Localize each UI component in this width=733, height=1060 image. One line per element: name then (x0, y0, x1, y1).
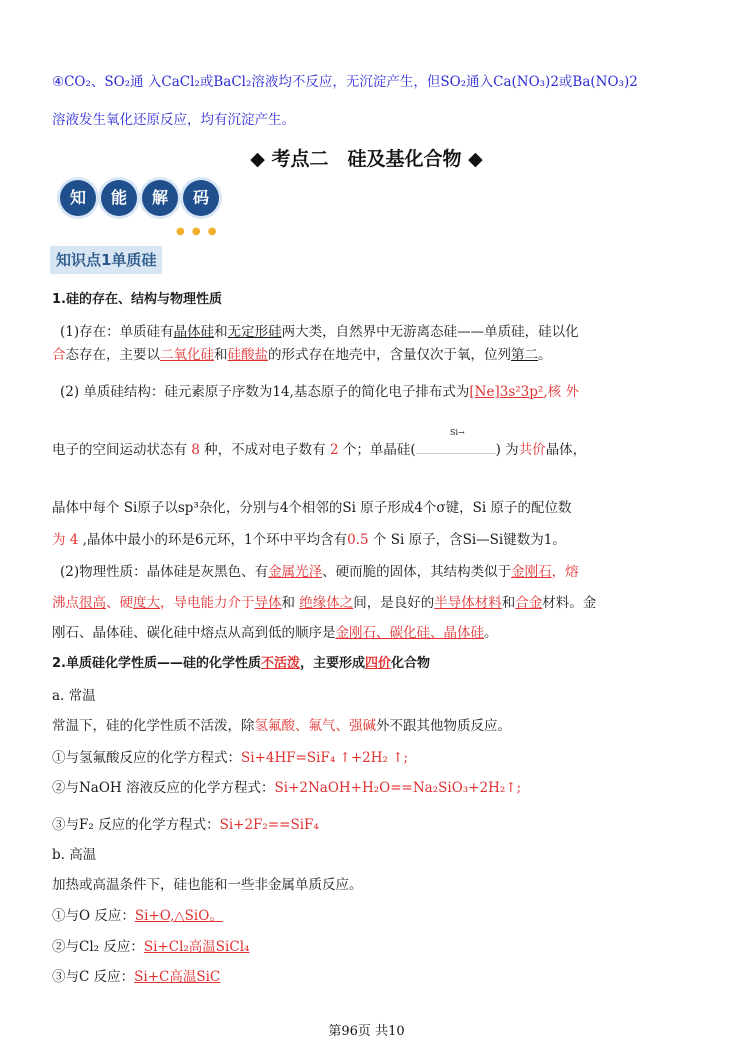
si-mark: Si→ (450, 428, 465, 437)
section-a-text: 常温下，硅的化学性质不活泼，除氢氟酸、氟气、强碱外不跟其他物质反应。 (52, 718, 511, 734)
badge-jie: 解 (142, 180, 178, 216)
badge-row (60, 180, 224, 216)
note-line-1: ④CO₂、SO₂通 入CaCl₂或BaCl₂溶液均不反应，无沉淀产生，但SO₂通入Ca(NO₃)2或Ba(NO₃)2 (52, 74, 638, 90)
para-3-line-3: 刚石、晶体硅、碳化硅中熔点从高到低的顺序是金刚石、碳化硅、晶体硅。 (52, 625, 498, 641)
para-2-line-1: (2) 单质硅结构：硅元素原子序数为14,基态原子的简化电子排布式为[Ne]3s²3p²,核 外 (60, 384, 579, 400)
badge-zhi: 知 (60, 180, 96, 216)
equation-o2: ①与O 反应：Si+O,△SiO。 (52, 908, 223, 924)
badge-ma: 码 (183, 180, 219, 216)
section-title: ◆ 考点二 硅及基化合物 ◆ (250, 148, 483, 170)
para-2-line-2: 电子的空间运动状态有 8 种，不成对电子数有 2 个；单晶硅( ) 为共价晶体， (52, 442, 587, 458)
para-2-line-3: 晶体中每个 Si原子以sp³杂化，分别与4个相邻的Si 原子形成4个σ键，Si 原子的配位数 (52, 500, 572, 516)
badge-neng: 能 (101, 180, 137, 216)
para-1-line-2: 合态存在，主要以二氧化硅和硅酸盐的形式存在地壳中，含量仅次于氧，位列第二。 (52, 347, 552, 363)
section-a-title: a. 常温 (52, 688, 96, 704)
equation-f2: ③与F₂ 反应的化学方程式：Si+2F₂==SiF₄ (52, 817, 319, 833)
equation-naoh: ②与NaOH 溶液反应的化学方程式：Si+2NaOH+H₂O==Na₂SiO₃+2H₂↑; (52, 780, 522, 796)
equation-cl2: ②与Cl₂ 反应：Si+Cl₂高温SiCl₄ (52, 939, 250, 955)
para-1-line-1: (1)存在：单质硅有晶体硅和无定形硅两大类，自然界中无游离态硅——单质硅，硅以化 (60, 324, 579, 340)
para-3-line-2: 沸点很高、硬度大，导电能力介于导体和 绝缘体之间，是良好的半导体材料和合金材料。金 (52, 595, 597, 611)
heading-2: 2.单质硅化学性质——硅的化学性质不活泼，主要形成四价化合物 (52, 656, 431, 671)
knowledge-point-title: 知识点1单质硅 (50, 246, 162, 274)
section-b-title: b. 高温 (52, 847, 97, 863)
para-3-line-1: (2)物理性质：晶体硅是灰黑色、有金属光泽、硬而脆的固体，其结构类似于金刚石，熔 (60, 564, 579, 580)
badge-dots: ● ● ● (176, 226, 219, 237)
heading-1: 1.硅的存在、结构与物理性质 (52, 292, 222, 307)
para-2-line-4: 为 4 ,晶体中最小的环是6元环，1个环中平均含有0.5 个 Si 原子，含Si—Si键数为1。 (52, 532, 566, 548)
page-footer: 第96页 共10 (328, 1024, 405, 1039)
note-line-2: 溶液发生氧化还原反应，均有沉淀产生。 (52, 112, 295, 128)
equation-c: ③与C 反应：Si+C高温SiC (52, 969, 221, 985)
section-b-text: 加热或高温条件下，硅也能和一些非金属单质反应。 (52, 877, 363, 893)
equation-hf: ①与氢氟酸反应的化学方程式：Si+4HF=SiF₄ ↑+2H₂ ↑; (52, 750, 409, 766)
